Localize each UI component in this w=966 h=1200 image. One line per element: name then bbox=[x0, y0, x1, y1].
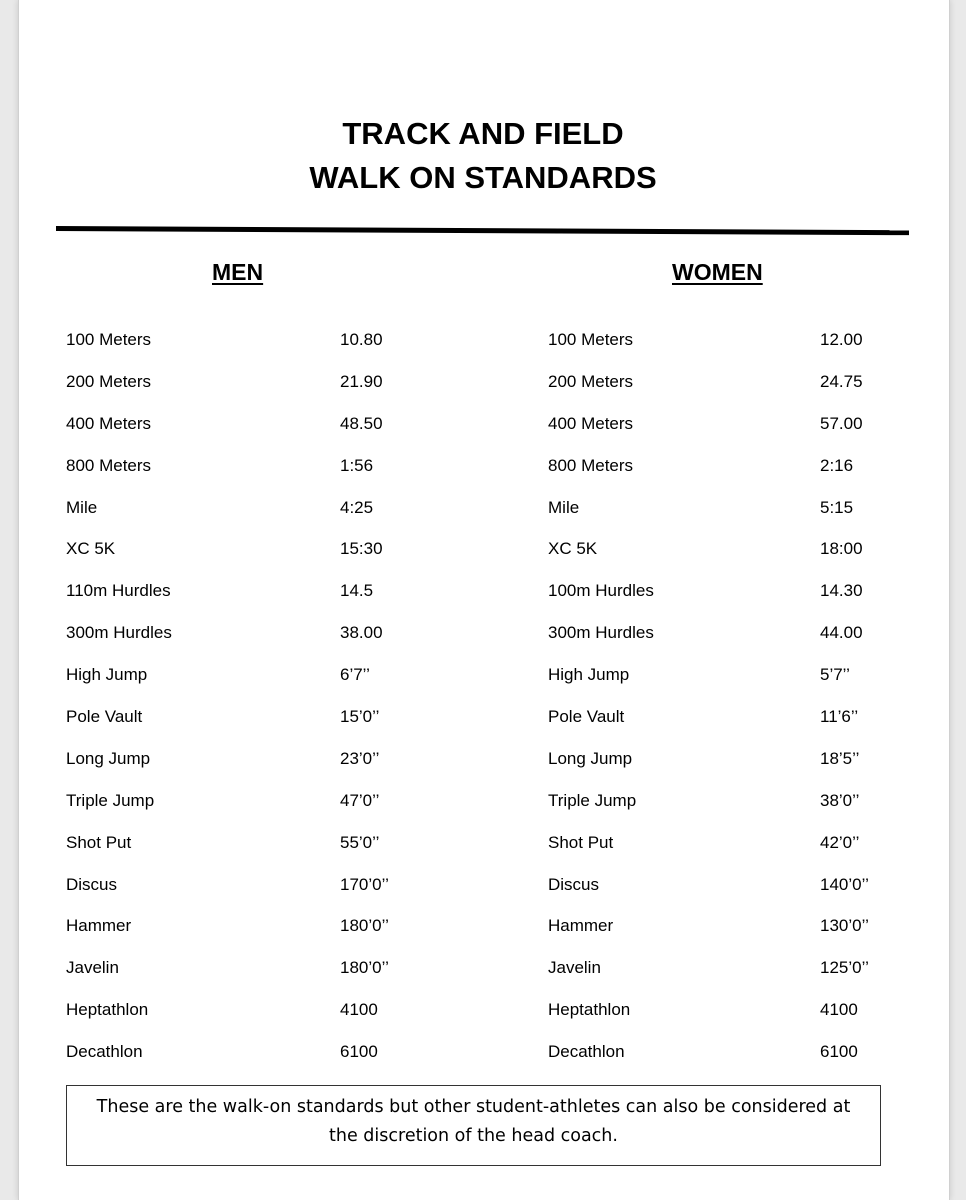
event-name: Javelin bbox=[548, 958, 601, 978]
standard-value: 125’0’’ bbox=[820, 958, 869, 978]
event-name: Mile bbox=[66, 497, 98, 517]
event-name: Heptathlon bbox=[66, 1000, 149, 1020]
title-line-1: TRACK AND FIELD bbox=[342, 116, 624, 151]
page-title bbox=[0, 112, 966, 200]
event-name: High Jump bbox=[548, 665, 630, 685]
standard-value: 180’0’’ bbox=[340, 916, 389, 936]
event-name: 100 Meters bbox=[548, 330, 634, 349]
standard-value: 5’7’’ bbox=[820, 665, 850, 685]
event-name: 110m Hurdles bbox=[66, 581, 171, 601]
standard-value: 18’5’’ bbox=[820, 748, 860, 768]
standard-value: 57.00 bbox=[820, 413, 863, 433]
men-heading: MEN bbox=[212, 259, 264, 285]
title-line-2: WALK ON STANDARDS bbox=[309, 160, 657, 195]
event-name: Long Jump bbox=[66, 748, 151, 768]
standard-value: 12.00 bbox=[820, 330, 863, 349]
event-name: 400 Meters bbox=[548, 413, 634, 433]
standard-value: 170’0’’ bbox=[340, 874, 389, 894]
event-name: Shot Put bbox=[66, 832, 132, 852]
event-name: 100 Meters bbox=[66, 330, 152, 349]
standard-value: 6’7’’ bbox=[340, 665, 370, 685]
event-name: 200 Meters bbox=[548, 371, 634, 391]
standard-value: 18:00 bbox=[820, 539, 863, 559]
standard-value: 14.5 bbox=[340, 581, 374, 601]
standard-value: 42’0’’ bbox=[820, 832, 860, 852]
standard-value: 1:56 bbox=[340, 455, 374, 475]
event-name: Hammer bbox=[66, 916, 132, 936]
standard-value: 48.50 bbox=[340, 413, 383, 433]
event-name: 800 Meters bbox=[66, 455, 152, 475]
standard-value: 130’0’’ bbox=[820, 916, 869, 936]
standard-value: 21.90 bbox=[340, 371, 383, 391]
standard-value: 11’6’’ bbox=[820, 707, 859, 727]
event-name: 800 Meters bbox=[548, 455, 634, 475]
event-name: Long Jump bbox=[548, 748, 633, 768]
event-name: Discus bbox=[548, 874, 600, 894]
event-name: 200 Meters bbox=[66, 371, 152, 391]
event-name: Decathlon bbox=[548, 1042, 625, 1062]
event-name: Heptathlon bbox=[548, 1000, 631, 1020]
discretion-note bbox=[66, 1085, 881, 1166]
standard-value: 47’0’’ bbox=[340, 790, 380, 810]
event-name: High Jump bbox=[66, 665, 148, 685]
event-name: Decathlon bbox=[66, 1042, 143, 1062]
standard-value: 15:30 bbox=[340, 539, 383, 559]
standard-value: 4:25 bbox=[340, 497, 374, 517]
standard-value: 6100 bbox=[340, 1042, 378, 1062]
standard-value: 4100 bbox=[340, 1000, 378, 1020]
event-name: 400 Meters bbox=[66, 413, 152, 433]
women-heading: WOMEN bbox=[672, 259, 763, 285]
standard-value: 38’0’’ bbox=[820, 790, 860, 810]
standard-value: 6100 bbox=[820, 1042, 858, 1062]
standard-value: 15’0’’ bbox=[340, 707, 380, 727]
standard-value: 24.75 bbox=[820, 371, 863, 391]
standard-value: 55’0’’ bbox=[340, 832, 380, 852]
standard-value: 38.00 bbox=[340, 623, 383, 643]
standard-value: 44.00 bbox=[820, 623, 863, 643]
event-name: Shot Put bbox=[548, 832, 614, 852]
event-name: Triple Jump bbox=[548, 790, 637, 810]
standard-value: 140’0’’ bbox=[820, 874, 869, 894]
standard-value: 2:16 bbox=[820, 455, 854, 475]
event-name: XC 5K bbox=[66, 539, 116, 559]
standard-value: 23’0’’ bbox=[340, 748, 380, 768]
event-name: Hammer bbox=[548, 916, 614, 936]
event-name: 300m Hurdles bbox=[548, 623, 654, 643]
event-name: XC 5K bbox=[548, 539, 598, 559]
standard-value: 10.80 bbox=[340, 330, 383, 349]
event-name: Pole Vault bbox=[66, 707, 143, 727]
event-name: Discus bbox=[66, 874, 118, 894]
event-name: 100m Hurdles bbox=[548, 581, 654, 601]
event-name: Mile bbox=[548, 497, 580, 517]
note-line-1: These are the walk-on standards but other student-athletes can also be considered at bbox=[96, 1097, 851, 1117]
event-name: Javelin bbox=[66, 958, 119, 978]
event-name: 300m Hurdles bbox=[66, 623, 172, 643]
note-line-2: the discretion of the head coach. bbox=[329, 1126, 618, 1146]
standard-value: 4100 bbox=[820, 1000, 858, 1020]
event-name: Triple Jump bbox=[66, 790, 155, 810]
standard-value: 180’0’’ bbox=[340, 958, 389, 978]
standard-value: 14.30 bbox=[820, 581, 863, 601]
event-name: Pole Vault bbox=[548, 707, 625, 727]
standard-value: 5:15 bbox=[820, 497, 854, 517]
